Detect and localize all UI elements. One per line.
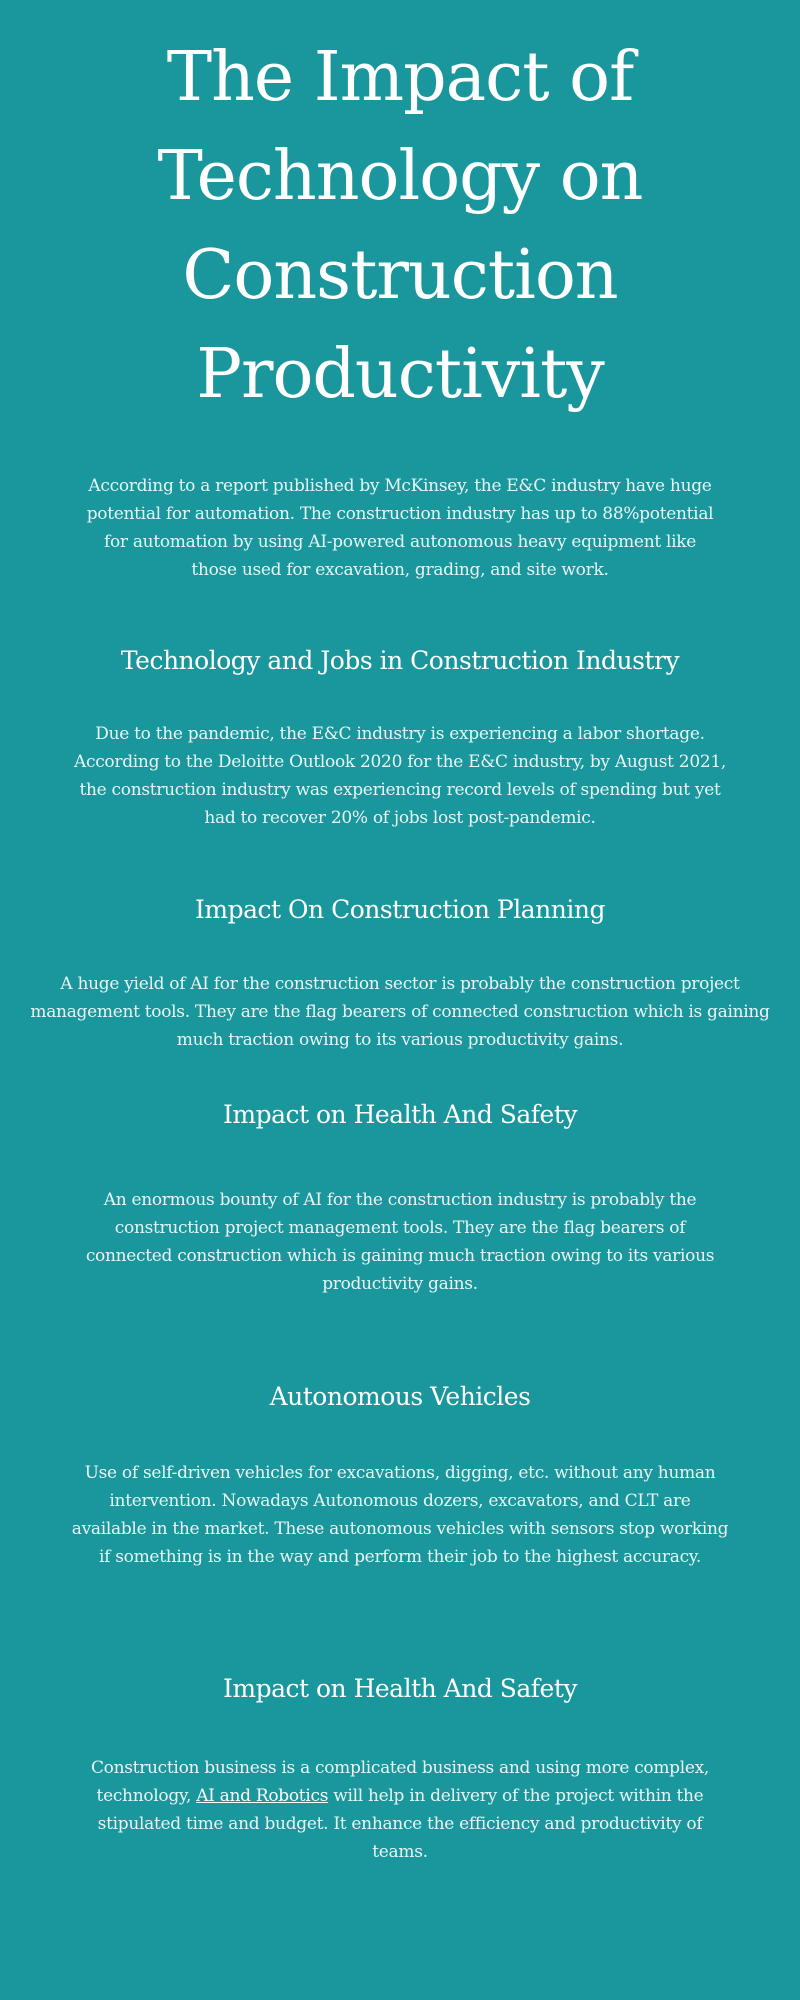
section-body-health-safety-2 <box>90 1754 710 1866</box>
page-title: The Impact of Technology on Construction Productivity <box>157 38 643 414</box>
section-body-autonomous-vehicles: Use of self-driven vehicles for excavations, digging, etc. without any human intervention. Nowadays Autonomous dozers, excavators, and CLT are available in the market. These autonomous vehicles with sensors stop working if something is in the way and perform their job to the highest accuracy. <box>71 1463 729 1567</box>
section-body-health-safety: An enormous bounty of AI for the construction industry is probably the construction project management tools. They are the flag bearers of connected construction which is gaining much traction owing to its various productivity gains. <box>85 1190 715 1294</box>
section-body-construction-planning: A huge yield of AI for the construction sector is probably the construction project management tools. They are the flag bearers of connected construction which is gaining much traction owing to its various productivity gains. <box>30 974 770 1050</box>
intro-paragraph: According to a report published by McKinsey, the E&C industry have huge potential for automation. The construction industry has up to 88%potential for automation by using AI-powered autonomous heavy equipment like those used for excavation, grading, and site work. <box>86 476 714 580</box>
section-heading-health-safety-2: Impact on Health And Safety <box>222 1674 578 1703</box>
ai-robotics-link[interactable]: AI and Robotics <box>196 1786 329 1806</box>
section-body-technology-jobs: Due to the pandemic, the E&C industry is experiencing a labor shortage. According to the Deloitte Outlook 2020 for the E&C industry, by August 2021, the construction industry was experiencing record levels of spending but yet had to recover 20% of jobs lost post-pandemic. <box>74 724 726 828</box>
section-heading-health-safety: Impact on Health And Safety <box>222 1100 578 1129</box>
body-text-before-link: Construction business is a complicated business and using more complex, technology, <box>90 1758 710 1806</box>
body-text-after-link: will help in delivery of the project within the stipulated time and budget. It enhance the efficiency and productivity of teams. <box>97 1786 704 1862</box>
section-heading-technology-jobs: Technology and Jobs in Construction Industry <box>120 646 680 675</box>
section-heading-autonomous-vehicles: Autonomous Vehicles <box>269 1382 531 1411</box>
section-heading-construction-planning: Impact On Construction Planning <box>195 895 605 924</box>
